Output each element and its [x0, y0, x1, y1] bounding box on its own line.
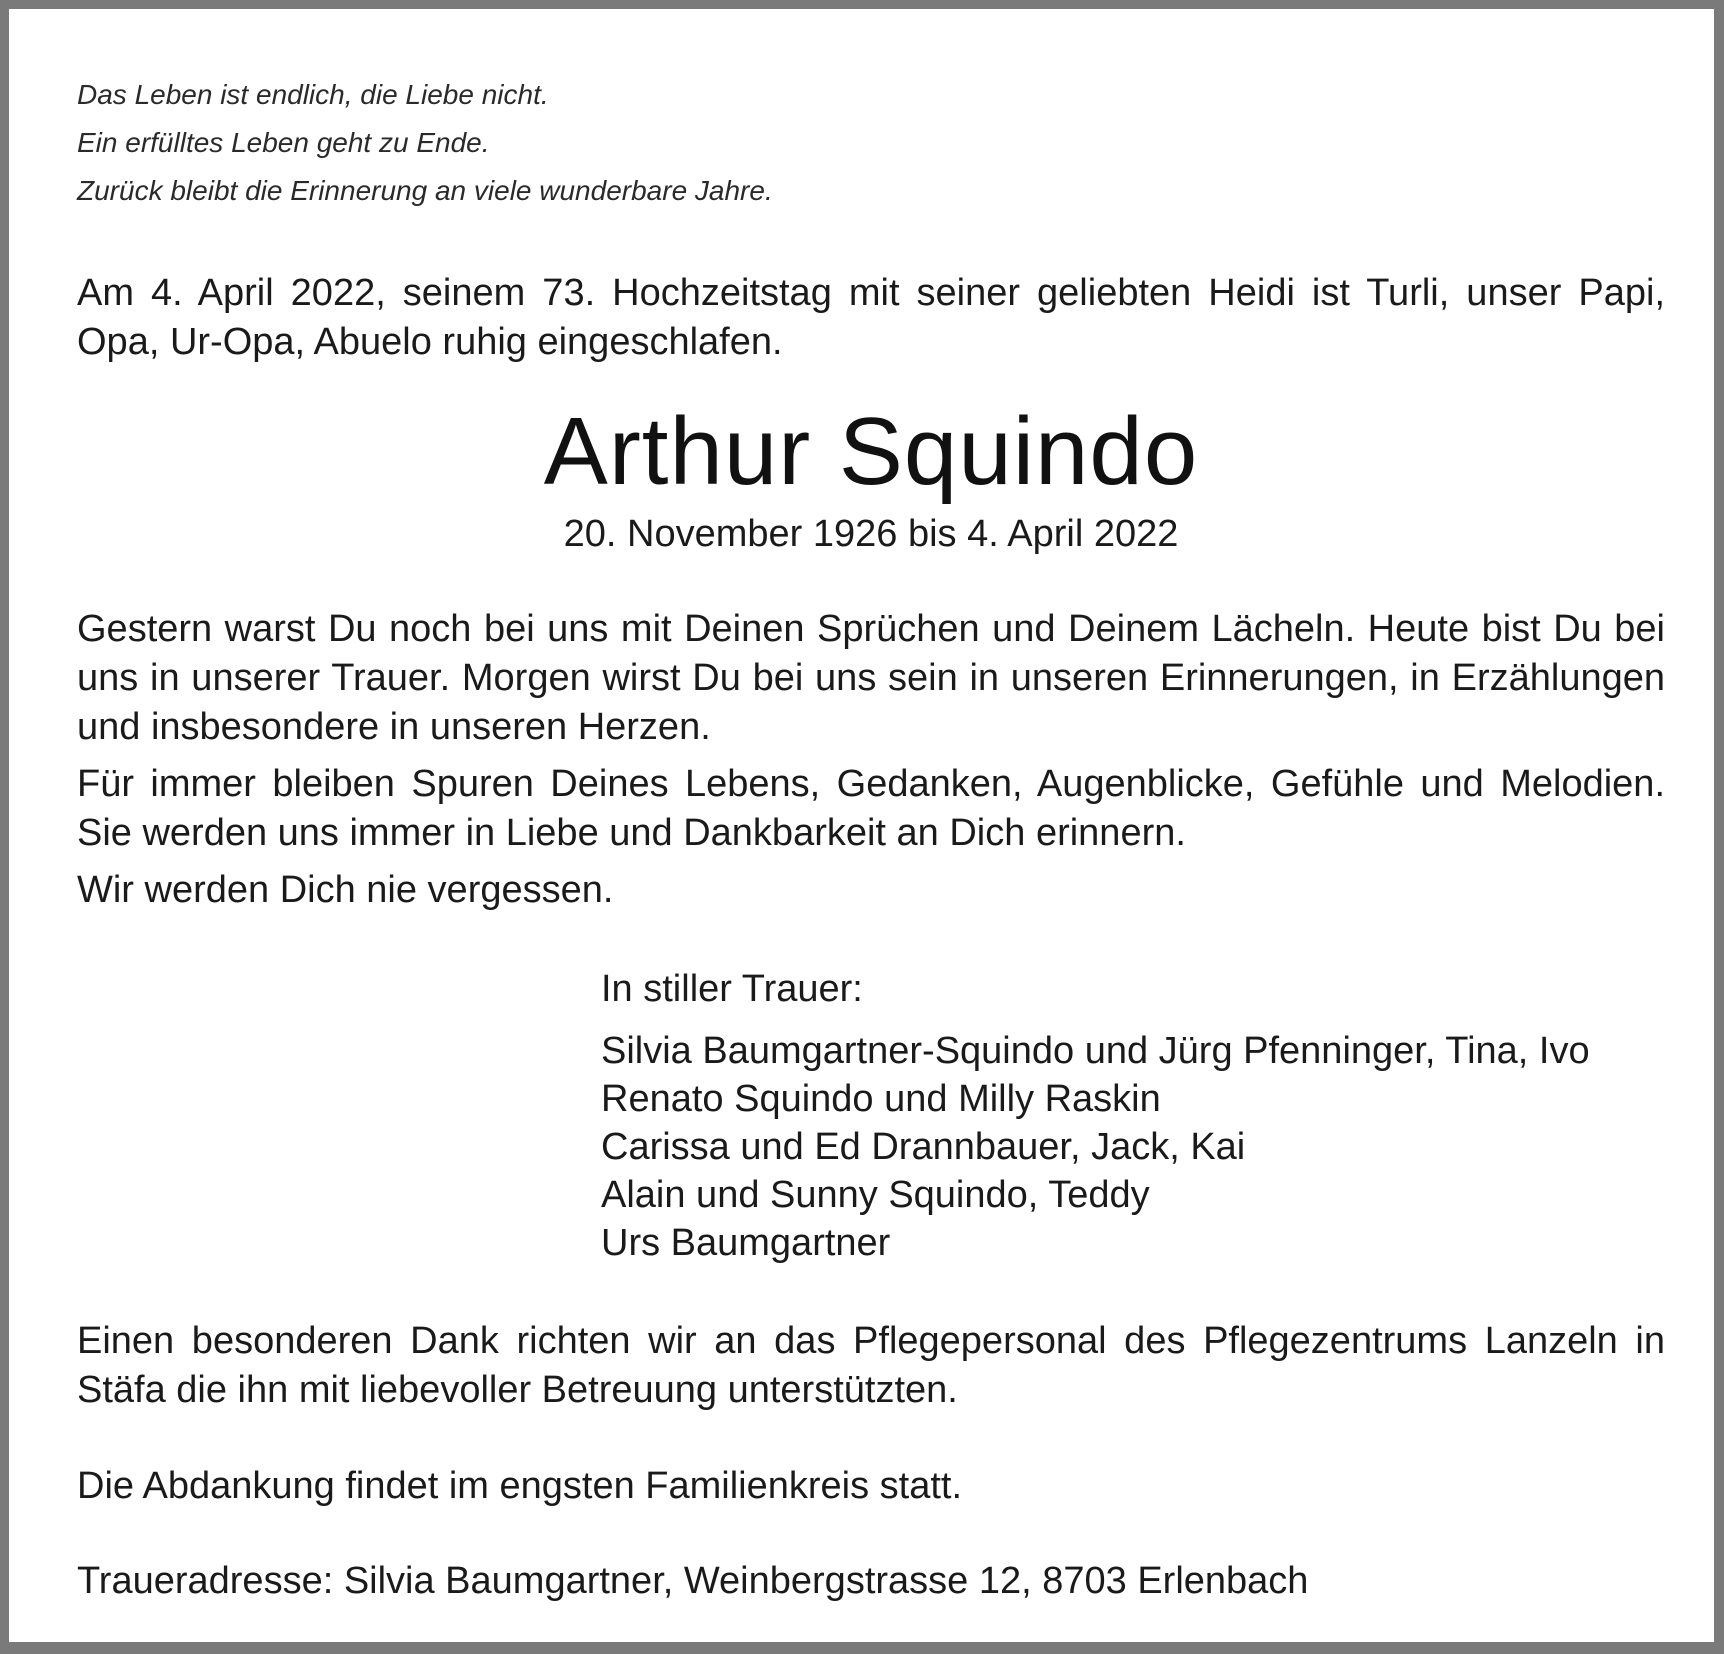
motto-line: Das Leben ist endlich, die Liebe nicht.: [77, 79, 549, 110]
mourner-entry: Urs Baumgartner: [601, 1222, 891, 1264]
motto-line: Zurück bleibt die Erinnerung an viele wunderbare Jahre.: [77, 175, 773, 206]
mourner-entry: Alain und Sunny Squindo, Teddy: [601, 1174, 1150, 1216]
tribute-text: [77, 605, 1665, 923]
thanks-paragraph: Einen besonderen Dank richten wir an das Pflegepersonal des Pflegezentrums Lanzeln in Stäfa die ihn mit liebevoller Betreuung unterstützten.: [77, 1320, 1665, 1411]
tribute-paragraph: Gestern warst Du noch bei uns mit Deinen Sprüchen und Deinem Lächeln. Heute bist Du bei uns in unserer Trauer. Morgen wirst Du bei uns sein in unseren Erinnerungen, in Erzählungen und insbesondere in unseren Herzen.: [77, 608, 1665, 748]
mourner-entry: Silvia Baumgartner-Squindo und Jürg Pfenninger, Tina, Ivo: [601, 1030, 1590, 1072]
deceased-name: Arthur Squindo: [543, 398, 1199, 505]
tribute-paragraph: Wir werden Dich nie vergessen.: [77, 869, 614, 911]
tribute-paragraph: Für immer bleiben Spuren Deines Lebens, Gedanken, Augenblicke, Gefühle und Melodien. Sie werden uns immer in Liebe und Dankbarkeit an Dich erinnern.: [77, 763, 1665, 854]
motto-line: Ein erfülltes Leben geht zu Ende.: [77, 127, 490, 158]
mourners-heading: In stiller Trauer:: [601, 968, 863, 1010]
motto-verse: [77, 71, 773, 215]
mourner-entry: Renato Squindo und Milly Raskin: [601, 1078, 1161, 1120]
intro-paragraph: Am 4. April 2022, seinem 73. Hochzeitstag mit seiner geliebten Heidi ist Turli, unser Papi, Opa, Ur-Opa, Abuelo ruhig eingeschlafen.: [77, 272, 1665, 363]
life-dates: 20. November 1926 bis 4. April 2022: [563, 513, 1179, 555]
mourner-entry: Carissa und Ed Drannbauer, Jack, Kai: [601, 1126, 1246, 1168]
mourners-section: [601, 965, 1590, 1267]
mourners-list: [601, 1027, 1590, 1267]
mourning-address: Traueradresse: Silvia Baumgartner, Weinbergstrasse 12, 8703 Erlenbach: [77, 1560, 1309, 1602]
ceremony-note: Die Abdankung findet im engsten Familienkreis statt.: [77, 1465, 963, 1507]
